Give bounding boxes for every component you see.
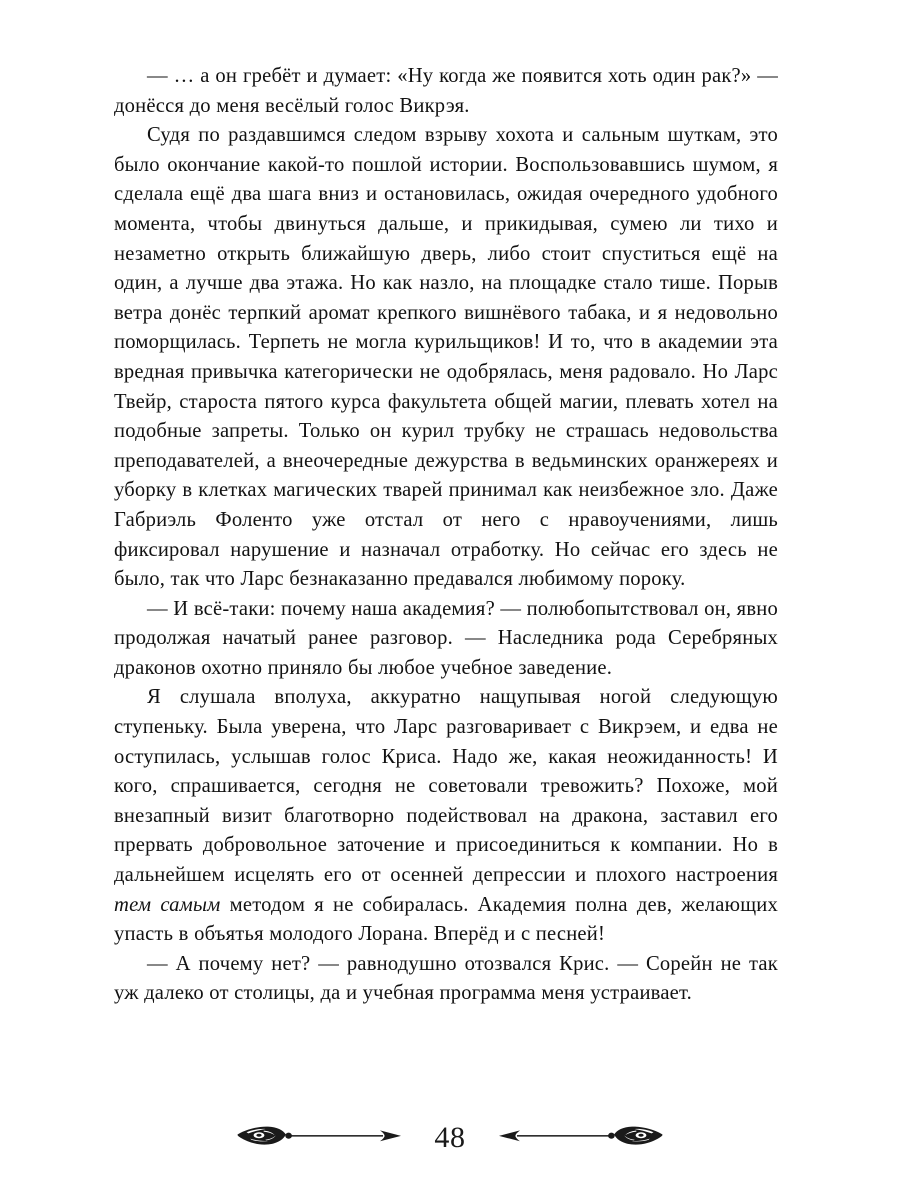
paragraph: [114, 683, 778, 949]
feather-arrow-ornament-left: [233, 1117, 408, 1157]
text-run: — … а он гребёт и думает: «Ну когда же появится хоть один рак?» — донёсся до меня весёлый голос Викрэя.: [114, 65, 778, 117]
feather-arrow-ornament-right: [492, 1117, 667, 1157]
paragraph: [114, 121, 778, 595]
text-run: — И всё-таки: почему наша академия? — полюбопытствовал он, явно продолжая начатый ранее разговор. — Наследника рода Серебряных драконов охотно приняло бы любое учебное заведение.: [114, 597, 778, 679]
text-run: методом я не собиралась. Академия полна дев, желающих упасть в объятья молодого Лорана. Вперёд и с песней!: [114, 893, 778, 946]
page-text-block: [114, 62, 778, 1009]
paragraph: [114, 950, 778, 1009]
paragraph: [114, 595, 778, 684]
paragraph: [114, 62, 778, 121]
italic-text-run: тем самым: [114, 893, 221, 916]
text-run: — А почему нет? — равнодушно отозвался Крис. — Сорейн не так уж далеко от столицы, да и учебная программа меня устраивает.: [114, 952, 778, 1005]
text-run: Я слушала вполуха, аккуратно нащупывая ногой следующую ступеньку. Была уверена, что Ларс разговаривает с Викрэем, и едва не оступилась, услышав голос Криса. Надо же, какая неожиданность! И кого, спрашивается, сегодня не советовали тревожить? Похоже, мой внезапный визит благотворно подействовал на дракона, заставил его прервать добровольное заточение и присоединиться к компании. Но в дальнейшем исцелять его от осенней депрессии и плохого настроения: [114, 686, 778, 887]
page-footer: [0, 1113, 900, 1161]
page-number: 48: [434, 1121, 466, 1154]
text-run: Судя по раздавшимся следом взрыву хохота и сальным шуткам, это было окончание какой-то пошлой истории. Воспользовавшись шумом, я сделала ещё два шага вниз и остановилась, ожидая очередного удобного момента, чтобы двинуться дальше, и прикидывая, сумею ли тихо и незаметно открыть ближайшую дверь, либо стоит спуститься ещё на один, а лучше два этажа. Но как назло, на площадке стало тише. Порыв ветра донёс терпкий аромат крепкого вишнёвого табака, и я недовольно поморщилась. Терпеть не могла курильщиков! И то, что в академии эта вредная привычка категорически не одобрялась, меня радовало. Но Ларс Твейр, староста пятого курса факультета общей магии, плевать хотел на подобные запреты. Только он курил трубку не страшась недовольства преподавателей, а внеочередные дежурства в ведьминских оранжереях и уборку в клетках магических тварей принимал как неизбежное зло. Даже Габриэль Фоленто уже отстал от него с нравоучениями, лишь фиксировал нарушение и назначал отработку. Но сейчас его здесь не было, так что Ларс безнаказанно предавался любимому пороку.: [114, 124, 778, 591]
